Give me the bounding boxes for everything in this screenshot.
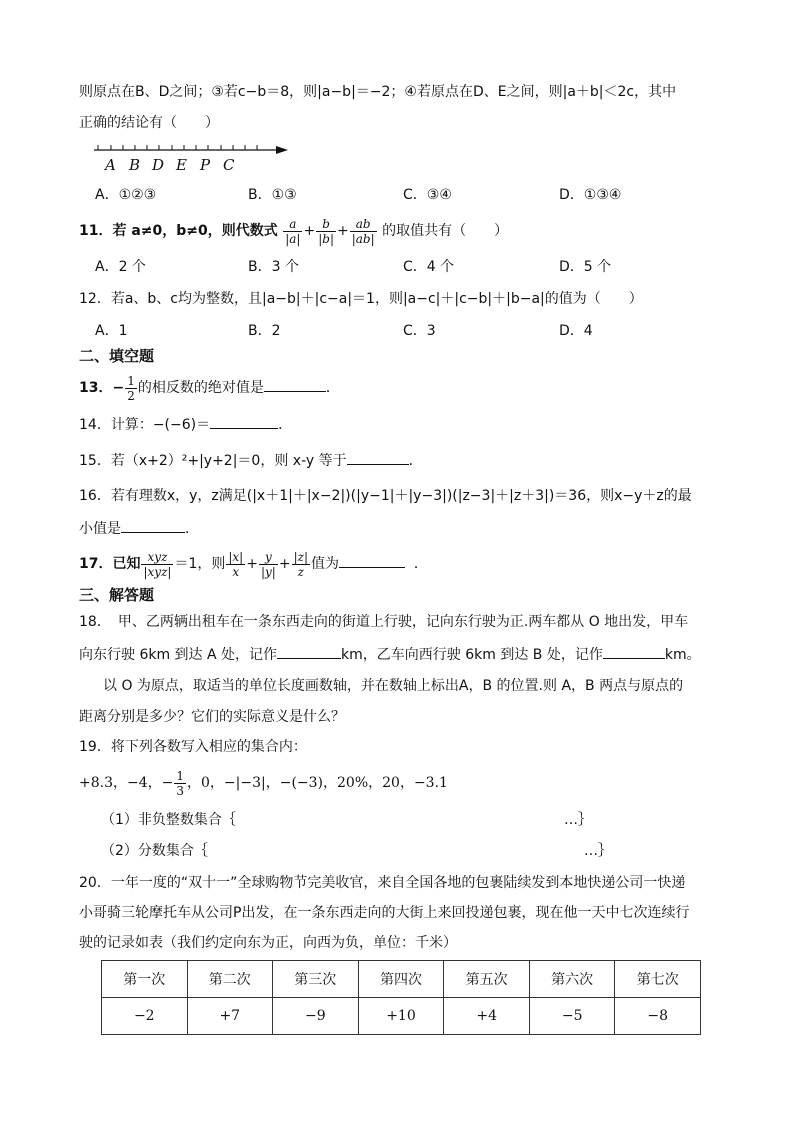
- table-header-cell: 第三次: [273, 961, 359, 998]
- q10-option-d: D．①③④: [559, 187, 622, 203]
- q15-answer-blank[interactable]: [347, 450, 409, 465]
- q13-stem: 13．− $\frac{1}{2}$ 的相反数的绝对值是 ．: [79, 373, 340, 403]
- q17-frac-xyz: $\frac{\text{xyz}}{\text{|xyz|}}$: [143, 549, 172, 579]
- q11-frac-b: $\frac{b}{|b|}$: [318, 216, 334, 246]
- q20-line3: 驶的记录如表（我们约定向东为正，向西为负，单位：千米）: [79, 935, 457, 951]
- q13-prefix: 13．−: [79, 380, 125, 396]
- q10-number-line: [92, 140, 292, 176]
- q19-set1-end: …｝: [564, 812, 592, 828]
- q15-prefix: 15．若（x+2）²+|y+2|＝0，则 x-y 等于: [79, 453, 347, 469]
- table-header-cell: 第四次: [358, 961, 444, 998]
- q19-set1-label: （1）非负整数集合｛: [101, 812, 236, 828]
- table-cell: +10: [358, 998, 444, 1035]
- number-line-ticks: [98, 145, 257, 150]
- q11-option-d: D．5 个: [559, 259, 612, 275]
- q12-option-c: C．3: [403, 323, 436, 339]
- table-header-cell: 第七次: [615, 961, 701, 998]
- q14-stem: 14．计算：−(−6)＝ ．: [79, 414, 292, 435]
- table-header-cell: 第五次: [444, 961, 530, 998]
- table-header-cell: 第一次: [102, 961, 188, 998]
- q11-option-b: B．3 个: [248, 259, 299, 275]
- q17-answer-blank[interactable]: [339, 553, 405, 568]
- q13-answer-blank[interactable]: [264, 377, 326, 392]
- nl-label-E: E: [176, 156, 187, 174]
- table-header-row: [102, 961, 701, 998]
- nl-label-A: A: [105, 156, 116, 174]
- q12-stem: 12．若a、b、c均为整数，且|a−b|＋|c−a|＝1，则|a−c|＋|c−b|＋|b−a|的值为（ ）: [79, 291, 643, 307]
- q20-record-table: [101, 960, 701, 1035]
- q18-line3: 以 O 为原点，取适当的单位长度画数轴，并在数轴上标出A，B 的位置.则 A，B 两点与原点的: [103, 678, 684, 694]
- section-fill-blank-heading: 二、填空题: [79, 347, 155, 365]
- q12-option-b: B．2: [248, 323, 281, 339]
- q18-line4: 距离分别是多少？它们的实际意义是什么？: [79, 709, 345, 725]
- table-cell: −2: [102, 998, 188, 1035]
- q13-suffix: 的相反数的绝对值是: [137, 380, 264, 396]
- q18-line1: 18． 甲、乙两辆出租车在一条东西走向的街道上行驶，记向东行驶为正.两车都从 O 地出发，甲车: [79, 614, 689, 630]
- q11-frac-ab: $\frac{ab}{|ab|}$: [351, 216, 375, 246]
- q18-blank-a[interactable]: [277, 644, 341, 659]
- q15-stem: 15．若（x+2）²+|y+2|＝0，则 x-y 等于 ．: [79, 450, 423, 471]
- nl-label-B: B: [129, 156, 141, 174]
- q17-frac-z: $\frac{|z|}{z}$: [293, 549, 308, 579]
- table-cell: −5: [529, 998, 615, 1035]
- q10-option-a: A．①②③: [95, 187, 157, 203]
- q18-line2: 向东行驶 6km 到达 A 处，记作 km，乙车向西行驶 6km 到达 B 处，记作 km。: [79, 644, 701, 665]
- q16-answer-blank[interactable]: [121, 518, 185, 533]
- table-cell: +7: [187, 998, 273, 1035]
- q10-line1: 则原点在B、D之间；③若c−b＝8，则|a−b|＝−2；④若原点在D、E之间，则|a＋b|＜2c，其中: [79, 84, 677, 100]
- q14-prefix: 14．计算：−(−6)＝: [79, 417, 211, 433]
- q20-line2: 小哥骑三轮摩托车从公司P出发，在一条东西走向的大街上来回投递包裹，现在他一天中七次连续行: [79, 905, 690, 921]
- q19-set2-label: （2）分数集合｛: [101, 843, 208, 859]
- q16-line2: 小值是 ．: [79, 518, 199, 539]
- q19-numbers: +8.3，−4，− $\frac{1}{3}$ ，0，−|−3|，−(−3)，20%，20，−3.1: [79, 768, 448, 798]
- table-header-cell: 第二次: [187, 961, 273, 998]
- q19-title: 19．将下列各数写入相应的集合内：: [79, 739, 307, 755]
- q20-line1: 20．一年一度的“双十一”全球购物节完美收官，来自全国各地的包裹陆续发到本地快递公司一快递: [79, 875, 686, 891]
- q17-frac-y: $\frac{y}{|y|}$: [260, 549, 276, 579]
- q16-line1: 16．若有理数x，y，z满足(|x＋1|＋|x−2|)(|y−1|＋|y−3|)(|z−3|＋|z＋3|)＝36，则x−y＋z的最: [79, 488, 692, 504]
- section-answer-heading: 三、解答题: [79, 586, 155, 604]
- table-cell: −9: [273, 998, 359, 1035]
- q10-line2: 正确的结论有（ ）: [79, 115, 219, 131]
- q17-frac-x: $\frac{|x|}{x}$: [228, 549, 244, 579]
- q14-answer-blank[interactable]: [210, 414, 278, 429]
- q11-option-c: C．4 个: [403, 259, 455, 275]
- q18-blank-b[interactable]: [603, 644, 665, 659]
- q17-prefix: 17．已知: [79, 556, 141, 572]
- q19-frac: $\frac{1}{3}$: [176, 768, 185, 798]
- table-cell: +4: [444, 998, 530, 1035]
- table-cell: −8: [615, 998, 701, 1035]
- q13-frac: $\frac{1}{2}$: [127, 373, 135, 403]
- q11-prefix: 11．若 a≠0，b≠0，则代数式: [79, 223, 278, 239]
- q11-stem: 11．若 a≠0，b≠0，则代数式 $\frac{a}{|a|}$ + $\frac{b}{|b|}$ + $\frac{ab}{|ab|}$ 的取值共有（ ）: [79, 216, 509, 246]
- q11-suffix: 的取值共有（ ）: [382, 223, 509, 239]
- q17-stem: 17．已知 $\frac{\text{xyz}}{\text{|xyz|}}$ ＝1，则 $\frac{|x|}{x}$ + $\frac{y}{|y|}$ + $\frac{|z|}{z}$ 值为 ．: [79, 549, 428, 579]
- table-header-cell: 第六次: [529, 961, 615, 998]
- table-row: [102, 998, 701, 1035]
- q11-frac-a: $\frac{a}{|a|}$: [285, 216, 301, 246]
- q11-option-a: A．2 个: [95, 259, 146, 275]
- nl-label-P: P: [200, 156, 211, 174]
- nl-label-C: C: [223, 156, 235, 174]
- q10-option-c: C．③④: [403, 187, 452, 203]
- q12-option-d: D．4: [559, 323, 593, 339]
- q10-option-b: B．①③: [248, 187, 297, 203]
- q12-option-a: A．1: [95, 323, 128, 339]
- nl-label-D: D: [152, 156, 165, 174]
- q19-set2-end: …｝: [584, 843, 612, 859]
